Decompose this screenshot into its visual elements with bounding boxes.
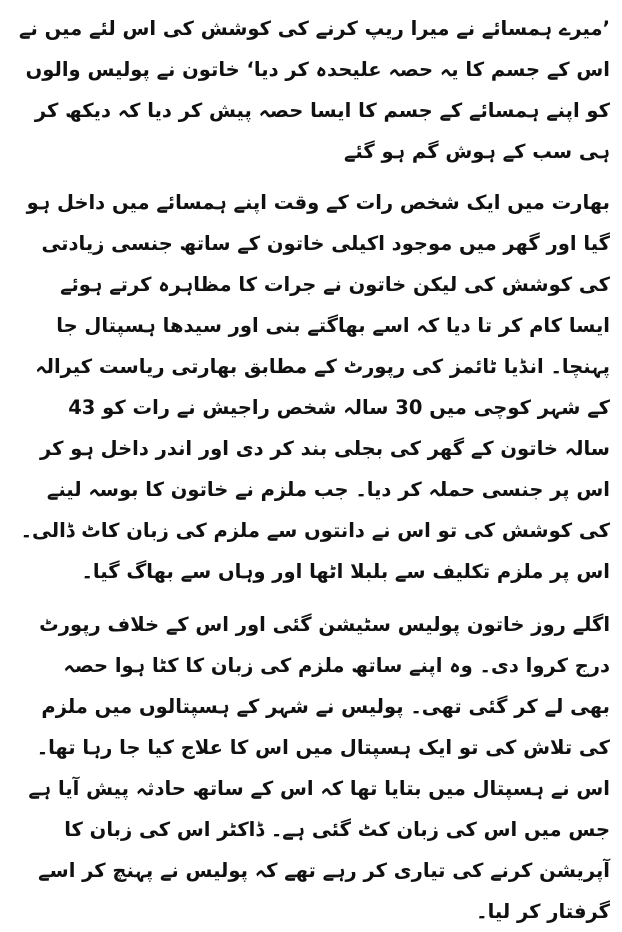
headline-paragraph: ’میرے ہمسائے نے میرا ریپ کرنے کی کوشش کی اس لئے میں نے اس کے جسم کا یہ حصہ علیحدہ کر دیا‘ خاتون نے پولیس والوں کو اپنے ہمسائے کے جسم کا ایسا حصہ پیش کر دیا کہ دیکھ کر ہی سب کے ہوش گم ہو گئے <box>19 17 610 163</box>
body-paragraph-1: بھارت میں ایک شخص رات کے وقت اپنے ہمسائے میں داخل ہو گیا اور گھر میں موجود اکیلی خاتون کے ساتھ جنسی زیادتی کی کوشش کی لیکن خاتون نے جرات کا مظاہرہ کرتے ہوئے ایسا کام کر تا دیا کہ اسے بھاگتے بنی اور سیدھا ہسپتال جا پہنچا۔ انڈیا ٹائمز کی رپورٹ کے مطابق بھارتی ریاست کیرالہ کے شہر کوچی میں 30 سالہ شخص راجیش نے رات کو 43 سالہ خاتون کے گھر کی بجلی بند کر دی اور اندر داخل ہو کر اس پر جنسی حملہ کر دیا۔ جب ملزم نے خاتون کا بوسہ لینے کی کوشش کی تو اس نے دانتوں سے ملزم کی زبان کاٹ ڈالی۔ اس پر ملزم تکلیف سے بلبلا اٹھا اور وہاں سے بھاگ گیا۔ <box>20 191 610 583</box>
body-paragraph-2: اگلے روز خاتون پولیس سٹیشن گئی اور اس کے خلاف رپورٹ درج کروا دی۔ وہ اپنے ساتھ ملزم کی زبان کا کٹا ہوا حصہ بھی لے کر گئی تھی۔ پولیس نے شہر کے ہسپتالوں میں ملزم کی تلاش کی تو ایک ہسپتال میں اس کا علاج کیا جا رہا تھا۔ اس نے ہسپتال میں بتایا تھا کہ اس کے ساتھ حادثہ پیش آیا ہے جس میں اس کی زبان کٹ گئی ہے۔ ڈاکٹر اس کی زبان کا آپریشن کرنے کی تیاری کر رہے تھے کہ پولیس نے پہنچ کر اسے گرفتار کر لیا۔ <box>28 613 610 923</box>
